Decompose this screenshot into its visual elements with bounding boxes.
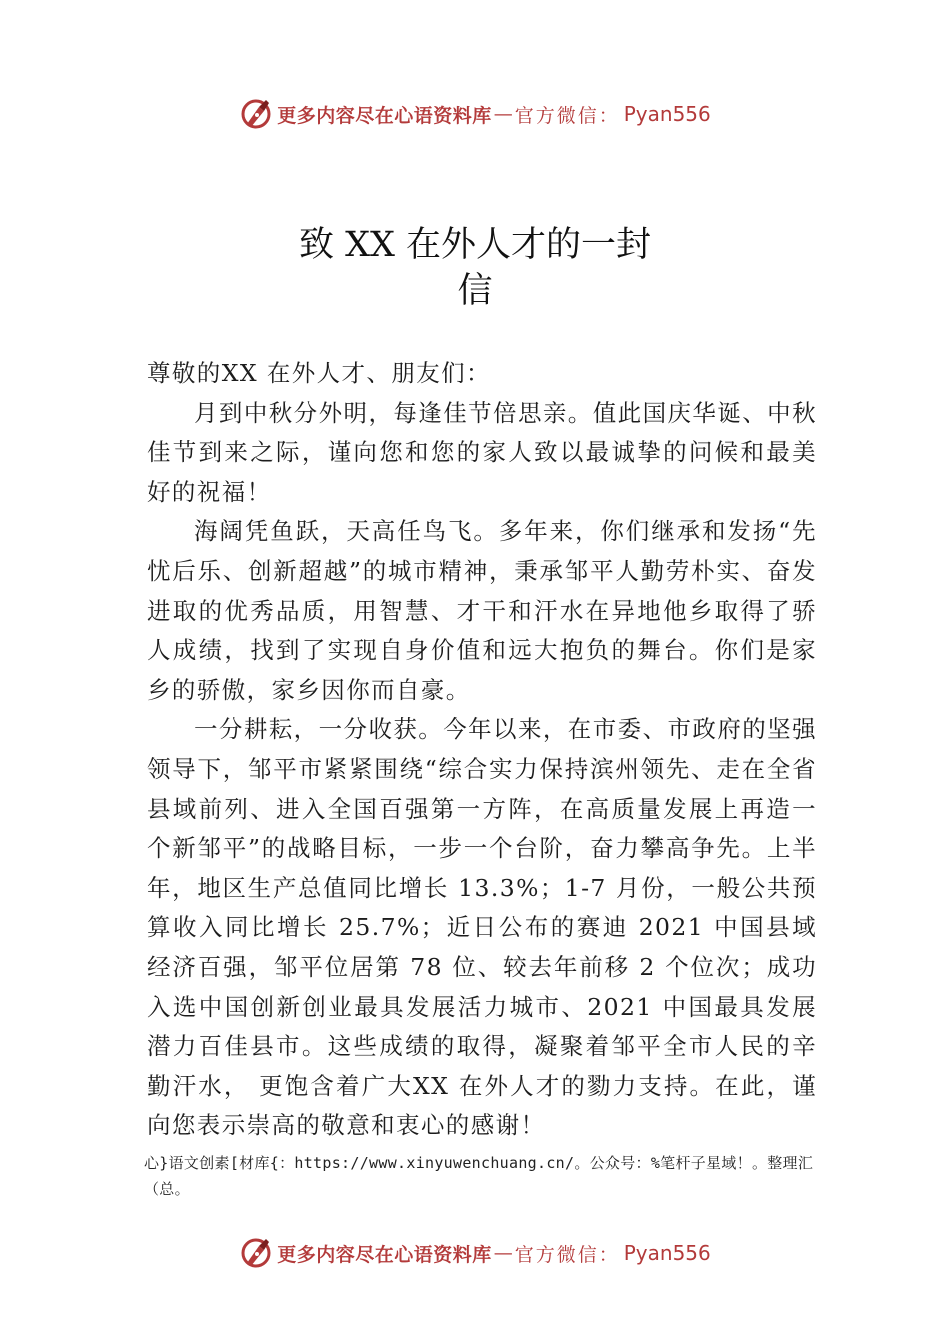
footer-separator: — <box>493 1242 513 1264</box>
footer-slogan: 更多内容尽在心语资料库 <box>277 1243 492 1266</box>
banner-slogan: 更多内容尽在心语资料库 <box>277 104 492 127</box>
document-title <box>0 222 950 314</box>
title-line-1: 致 XX 在外人才的一封 <box>298 225 652 265</box>
source-note: 心}语文创素[材库{：https://www.xinyuwenchuang.cn/。公众号：%笔杆子星域！。整理汇（总。 <box>144 1154 814 1198</box>
title-line-2: 信 <box>457 271 493 311</box>
banner-wechat-label: 官方微信： <box>514 104 620 127</box>
salutation: 尊敬的XX 在外人才、朋友们： <box>147 359 491 387</box>
pen-nib-logo-icon <box>239 1236 273 1270</box>
banner-wechat-id: Pyan556 <box>623 102 711 126</box>
paragraph-1: 月到中秋分外明，每逢佳节倍思亲。值此国庆华诞、中秋佳节到来之际，谨向您和您的家人致以最诚挚的问候和最美好的祝福！ <box>147 398 817 506</box>
banner-separator: — <box>493 103 513 125</box>
footer-wechat-label: 官方微信： <box>514 1243 620 1266</box>
header-banner <box>0 94 950 134</box>
pen-nib-logo-icon <box>239 97 273 131</box>
footer-wechat-id: Pyan556 <box>623 1241 711 1265</box>
paragraph-2: 海阔凭鱼跃，天高任鸟飞。多年来，你们继承和发扬“先忧后乐、创新超越”的城市精神，秉承邹平人勤劳朴实、奋发进取的优秀品质，用智慧、才干和汗水在异地他乡取得了骄人成绩，找到了实现自身价值和远大抱负的舞台。你们是家乡的骄傲，家乡因你而自豪。 <box>147 517 817 704</box>
footer-banner <box>0 1233 950 1273</box>
paragraph-3: 一分耕耘，一分收获。今年以来，在市委、市政府的坚强领导下，邹平市紧紧围绕“综合实力保持滨州领先、走在全省县域前列、进入全国百强第一方阵，在高质量发展上再造一个新邹平”的战略目标，一步一个台阶，奋力攀高争先。上半年，地区生产总值同比增长 13.3%；1-7 月份，一般公共预算收入同比增长 25.7%；近日公布的赛迪 2021 中国县域经济百强，邹平位居第 78 位、较去年前移 2 个位次；成功入选中国创新创业最具发展活力城市、2021 中国最具发展潜力百佳县市。这些成绩的取得，凝聚着邹平全市人民的辛勤汗水， 更饱含着广大XX 在外人才的勠力支持。在此，谨向您表示崇高的敬意和衷心的感谢！ <box>147 715 817 1140</box>
letter-body <box>147 354 817 1146</box>
